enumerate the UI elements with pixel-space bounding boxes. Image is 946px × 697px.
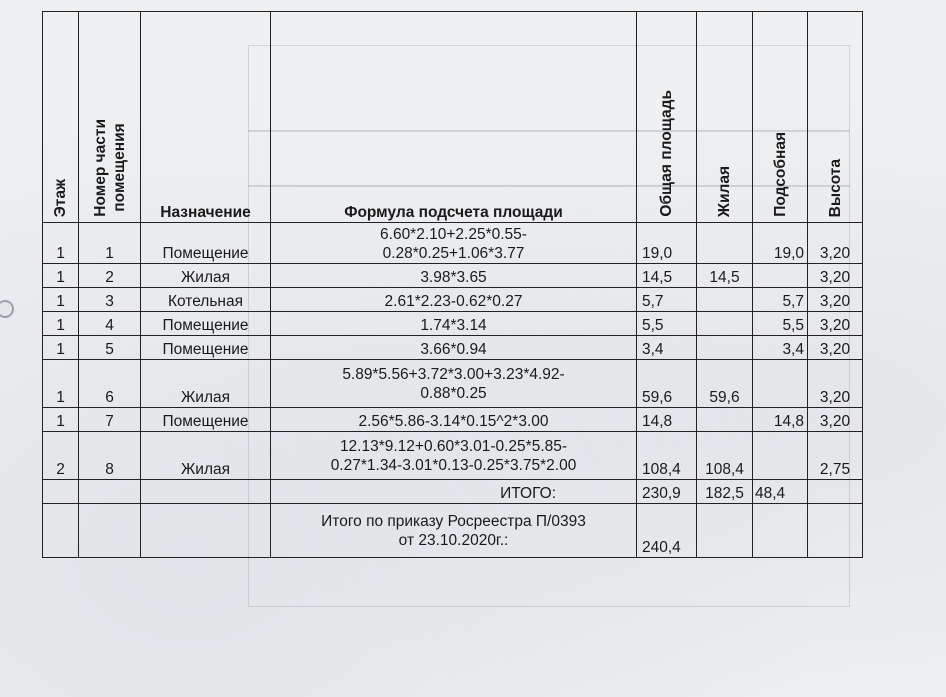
cell-part: 2	[79, 264, 141, 288]
cell-height: 3,20	[808, 312, 863, 336]
cell-formula: 6.60*2.10+2.25*0.55- 0.28*0.25+1.06*3.77	[271, 223, 637, 264]
cell-formula: 2.61*2.23-0.62*0.27	[271, 288, 637, 312]
table-row	[43, 264, 863, 288]
cell-formula: 3.66*0.94	[271, 336, 637, 360]
cell-aux: 5,5	[753, 312, 808, 336]
cell-height: 3,20	[808, 223, 863, 264]
cell-empty	[808, 504, 863, 558]
cell-living	[697, 336, 753, 360]
cell-total: 5,5	[637, 312, 697, 336]
cell-purpose: Помещение	[141, 408, 271, 432]
cell-part: 1	[79, 223, 141, 264]
totals-label: ИТОГО:	[271, 480, 637, 504]
order-total-row	[43, 504, 863, 558]
cell-height: 3,20	[808, 264, 863, 288]
cell-empty	[43, 480, 79, 504]
table-row	[43, 223, 863, 264]
cell-total: 5,7	[637, 288, 697, 312]
cell-floor: 1	[43, 264, 79, 288]
cell-formula: 5.89*5.56+3.72*3.00+3.23*4.92- 0.88*0.25	[271, 360, 637, 408]
cell-floor: 1	[43, 360, 79, 408]
header-total-area: Общая площадь	[637, 12, 697, 223]
cell-floor: 1	[43, 312, 79, 336]
cell-total: 59,6	[637, 360, 697, 408]
table-row	[43, 312, 863, 336]
cell-empty	[753, 504, 808, 558]
cell-aux: 14,8	[753, 408, 808, 432]
cell-purpose: Жилая	[141, 264, 271, 288]
cell-total: 19,0	[637, 223, 697, 264]
cell-part: 3	[79, 288, 141, 312]
cell-formula: 1.74*3.14	[271, 312, 637, 336]
totals-aux: 48,4	[753, 480, 808, 504]
cell-part: 5	[79, 336, 141, 360]
cell-purpose: Жилая	[141, 432, 271, 480]
cell-floor: 1	[43, 336, 79, 360]
cell-part: 8	[79, 432, 141, 480]
cell-living	[697, 408, 753, 432]
cell-total: 108,4	[637, 432, 697, 480]
header-part-number: Номер части помещения	[79, 12, 141, 223]
table-row	[43, 360, 863, 408]
cell-aux	[753, 360, 808, 408]
cell-purpose: Котельная	[141, 288, 271, 312]
header-height: Высота	[808, 12, 863, 223]
area-calculation-table	[42, 11, 863, 558]
cell-floor: 2	[43, 432, 79, 480]
cell-part: 4	[79, 312, 141, 336]
cell-living: 59,6	[697, 360, 753, 408]
cell-living	[697, 312, 753, 336]
table-row	[43, 336, 863, 360]
order-label: Итого по приказу Росреестра П/0393 от 23.10.2020г.:	[271, 504, 637, 558]
cell-living: 14,5	[697, 264, 753, 288]
table-row	[43, 288, 863, 312]
cell-formula: 12.13*9.12+0.60*3.01-0.25*5.85- 0.27*1.34-3.01*0.13-0.25*3.75*2.00	[271, 432, 637, 480]
cell-living: 108,4	[697, 432, 753, 480]
cell-purpose: Помещение	[141, 223, 271, 264]
cell-empty	[697, 504, 753, 558]
cell-floor: 1	[43, 408, 79, 432]
cell-empty	[79, 504, 141, 558]
cell-aux: 3,4	[753, 336, 808, 360]
cell-height: 3,20	[808, 288, 863, 312]
header-floor: Этаж	[43, 12, 79, 223]
table-header-row	[43, 12, 863, 223]
totals-living: 182,5	[697, 480, 753, 504]
totals-row	[43, 480, 863, 504]
header-purpose: Назначение	[141, 12, 271, 223]
cell-empty	[141, 504, 271, 558]
cell-height: 3,20	[808, 336, 863, 360]
header-auxiliary-area: Подсобная	[753, 12, 808, 223]
cell-purpose: Помещение	[141, 312, 271, 336]
cell-part: 6	[79, 360, 141, 408]
binder-hole	[0, 300, 14, 318]
table-row	[43, 408, 863, 432]
cell-empty	[43, 504, 79, 558]
cell-purpose: Помещение	[141, 336, 271, 360]
cell-height: 3,20	[808, 408, 863, 432]
cell-aux	[753, 264, 808, 288]
cell-height: 2,75	[808, 432, 863, 480]
cell-part: 7	[79, 408, 141, 432]
cell-total: 14,8	[637, 408, 697, 432]
cell-formula: 3.98*3.65	[271, 264, 637, 288]
header-formula: Формула подсчета площади	[271, 12, 637, 223]
cell-floor: 1	[43, 288, 79, 312]
cell-total: 3,4	[637, 336, 697, 360]
cell-aux: 5,7	[753, 288, 808, 312]
cell-purpose: Жилая	[141, 360, 271, 408]
cell-height: 3,20	[808, 360, 863, 408]
header-living-area: Жилая	[697, 12, 753, 223]
cell-living	[697, 223, 753, 264]
cell-aux: 19,0	[753, 223, 808, 264]
cell-floor: 1	[43, 223, 79, 264]
order-total: 240,4	[637, 504, 697, 558]
cell-empty	[141, 480, 271, 504]
cell-total: 14,5	[637, 264, 697, 288]
totals-total: 230,9	[637, 480, 697, 504]
cell-empty	[808, 480, 863, 504]
cell-empty	[79, 480, 141, 504]
cell-formula: 2.56*5.86-3.14*0.15^2*3.00	[271, 408, 637, 432]
cell-aux	[753, 432, 808, 480]
table-row	[43, 432, 863, 480]
cell-living	[697, 288, 753, 312]
